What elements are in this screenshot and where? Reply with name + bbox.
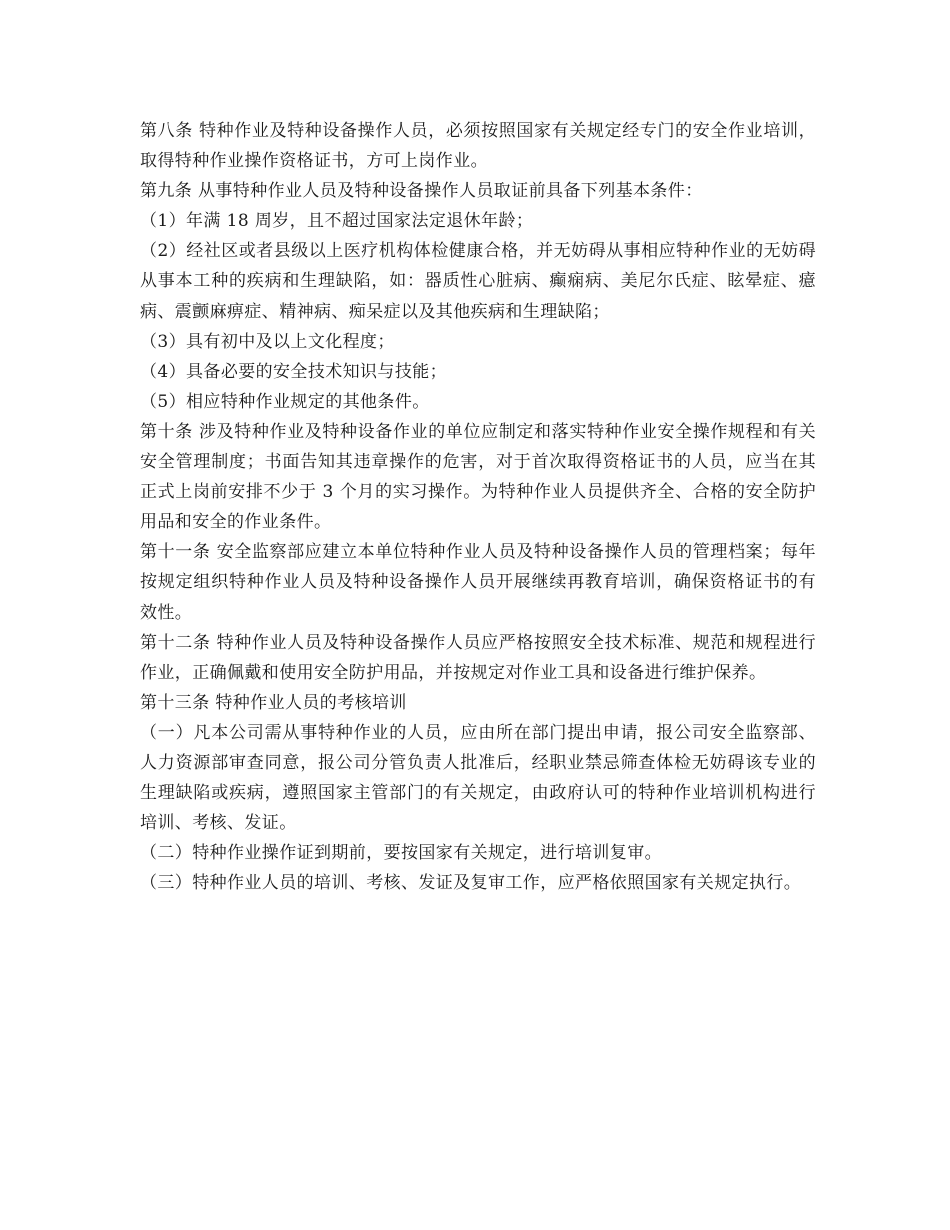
article-13-item-3: （三）特种作业人员的培训、考核、发证及复审工作，应严格依照国家有关规定执行。 (140, 873, 802, 894)
condition-5: （5）相应特种作业规定的其他条件。 (140, 391, 430, 412)
condition-3: （3）具有初中及以上文化程度； (140, 331, 395, 352)
article-8: 第八条 特种作业及特种设备操作人员，必须按照国家有关规定经专门的安全作业培训，取得特种作业操作资格证书，方可上岗作业。 (140, 121, 816, 172)
article-9: 第九条 从事特种作业人员及特种设备操作人员取证前具备下列基本条件： (140, 181, 703, 202)
condition-2: （2）经社区或者县级以上医疗机构体检健康合格，并无妨碍从事相应特种作业的无妨碍从事本工种的疾病和生理缺陷，如：器质性心脏病、癫痫病、美尼尔氏症、眩晕症、癔病、震颤麻痹症、精神病、痴呆症以及其他疾病和生理缺陷； (140, 241, 816, 322)
article-13-heading: 第十三条 特种作业人员的考核培训 (140, 692, 407, 713)
article-11: 第十一条 安全监察部应建立本单位特种作业人员及特种设备操作人员的管理档案；每年按规定组织特种作业人员及特种设备操作人员开展继续再教育培训，确保资格证书的有效性。 (140, 542, 816, 623)
document-page (140, 116, 816, 898)
article-12: 第十二条 特种作业人员及特种设备操作人员应严格按照安全技术标准、规范和规程进行作业，正确佩戴和使用安全防护用品，并按规定对作业工具和设备进行维护保养。 (140, 632, 816, 683)
condition-1: （1）年满 18 周岁，且不超过国家法定退休年龄； (140, 211, 534, 232)
article-10: 第十条 涉及特种作业及特种设备作业的单位应制定和落实特种作业安全操作规程和有关安全管理制度；书面告知其违章操作的危害，对于首次取得资格证书的人员，应当在其正式上岗前安排不少于 3 个月的实习操作。为特种作业人员提供齐全、合格的安全防护用品和安全的作业条件。 (140, 421, 816, 533)
condition-4: （4）具备必要的安全技术知识与技能； (140, 361, 448, 382)
article-13-item-2: （二）特种作业操作证到期前，要按国家有关规定，进行培训复审。 (140, 843, 662, 864)
article-13-item-1: （一）凡本公司需从事特种作业的人员，应由所在部门提出申请，报公司安全监察部、人力资源部审查同意，报公司分管负责人批准后，经职业禁忌筛查体检无妨碍该专业的生理缺陷或疾病，遵照国家主管部门的有关规定，由政府认可的特种作业培训机构进行培训、考核、发证。 (140, 722, 816, 834)
